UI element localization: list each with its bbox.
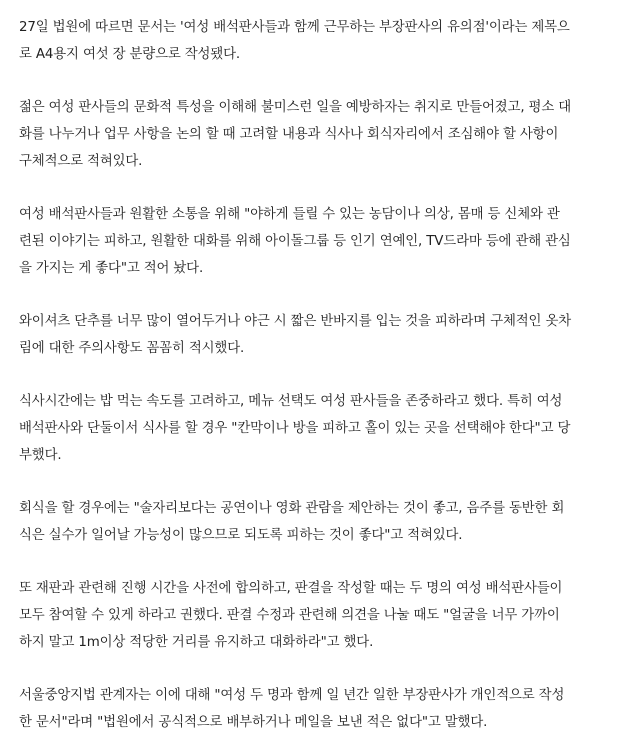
text-line: 화를 나누거나 업무 사항을 논의 할 때 고려할 내용과 식사나 회식자리에서 조심해야 할 사항이 [19, 127, 559, 142]
paragraph-meals [19, 388, 632, 469]
paragraph-trial [19, 575, 632, 656]
paragraph-clothing [19, 308, 632, 362]
text-line: 하지 말고 1m이상 적당한 거리를 유지하고 대화하라"고 했다. [19, 635, 374, 650]
text-line: 서울중앙지법 관계자는 이에 대해 "여성 두 명과 함께 일 년간 일한 부장판사가 개인적으로 작성 [19, 688, 565, 703]
paragraph-communication [19, 201, 632, 282]
text-line: 림에 대한 주의사항도 꼼꼼히 적시했다. [19, 341, 245, 356]
paragraph-purpose [19, 94, 632, 175]
paragraph-court-response [19, 682, 632, 736]
text-line: 배석판사와 단둘이서 식사를 할 경우 "칸막이나 방을 피하고 홀이 있는 곳을 선택해야 한다"고 당 [19, 421, 571, 436]
paragraph-dinner [19, 495, 632, 549]
paragraph-document-intro [19, 14, 632, 68]
text-line: 회식을 할 경우에는 "술자리보다는 공연이나 영화 관람을 제안하는 것이 좋고, 음주를 동반한 회 [19, 501, 565, 516]
text-line: 젊은 여성 판사들의 문화적 특성을 이해해 불미스런 일을 예방하자는 취지로 만들어졌고, 평소 대 [19, 100, 572, 115]
text-line: 여성 배석판사들과 원활한 소통을 위해 "야하게 들릴 수 있는 농담이나 의상, 몸매 등 신체와 관 [19, 207, 560, 222]
text-line: 식사시간에는 밥 먹는 속도를 고려하고, 메뉴 선택도 여성 판사들을 존중하라고 했다. 특히 여성 [19, 394, 563, 409]
text-line: 로 A4용지 여섯 장 분량으로 작성됐다. [19, 47, 241, 62]
text-line: 한 문서"라며 "법원에서 공식적으로 배부하거나 메일을 보낸 적은 없다"고 말했다. [19, 715, 488, 730]
text-line: 27일 법원에 따르면 문서는 '여성 배석판사들과 함께 근무하는 부장판사의 유의점'이라는 제목으 [19, 20, 570, 35]
text-line: 또 재판과 관련해 진행 시간을 사전에 합의하고, 판결을 작성할 때는 두 명의 여성 배석판사들이 [19, 581, 563, 596]
text-line: 부했다. [19, 448, 62, 463]
text-line: 와이셔츠 단추를 너무 많이 열어두거나 야근 시 짧은 반바지를 입는 것을 피하라며 구체적인 옷차 [19, 314, 572, 329]
text-line: 련된 이야기는 피하고, 원활한 대화를 위해 아이돌그룹 등 인기 연예인, TV드라마 등에 관해 관심 [19, 234, 571, 249]
text-line: 모두 참여할 수 있게 하라고 권했다. 판결 수정과 관련해 의견을 나눌 때도 "얼굴을 너무 가까이 [19, 608, 560, 623]
text-line: 식은 실수가 일어날 가능성이 많으므로 되도록 피하는 것이 좋다"고 적혀있다. [19, 528, 463, 543]
text-line: 을 가지는 게 좋다"고 적어 놨다. [19, 261, 204, 276]
text-line: 구체적으로 적혀있다. [19, 154, 143, 169]
